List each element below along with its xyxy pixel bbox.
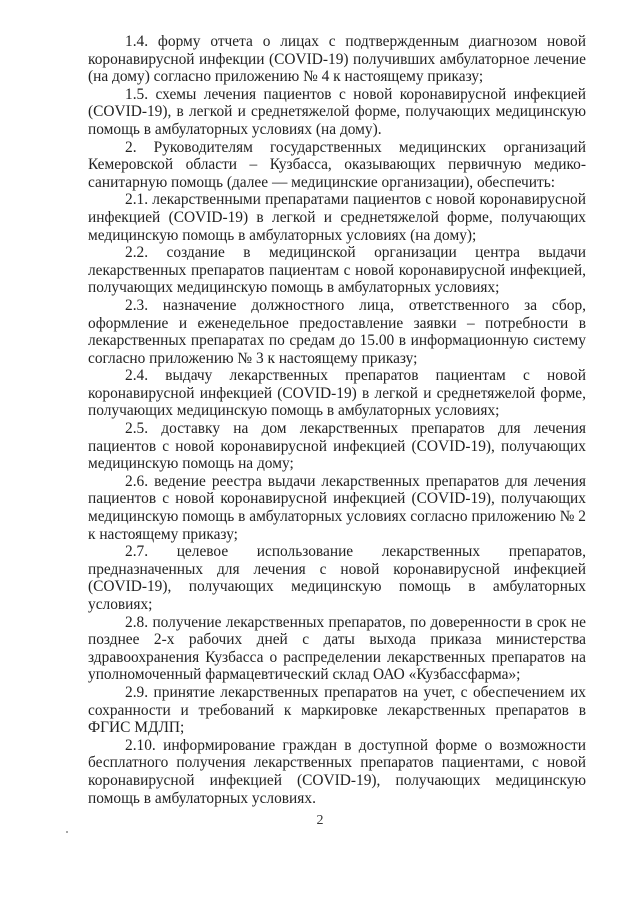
paragraph-2-1: 2.1. лекарственными препаратами пациентов с новой коронавирусной инфекцией (COVID-19) в легкой и среднетяжелой форме, получающих медицинскую помощь в амбулаторных условиях (на дому);: [88, 191, 586, 244]
paragraph-2: 2. Руководителям государственных медицинских организаций Кемеровской области – Кузбасса, оказывающих первичную медико-санитарную помощь (далее — медицинские организации), обеспечить:: [88, 138, 586, 191]
paragraph-2-6: 2.6. ведение реестра выдачи лекарственных препаратов для лечения пациентов с новой коронавирусной инфекцией (COVID-19), получающих медицинскую помощь в амбулаторных условиях согласно приложению № 2 к настоящему приказу;: [88, 472, 586, 543]
page-number: 2: [316, 813, 324, 828]
paragraph-2-8: 2.8. получение лекарственных препаратов, по доверенности в срок не позднее 2-х рабочих дней с даты выхода приказа министерства здравоохранения Кузбасса о распределении лекарственных препаратов на уполномоченный фармацевтический склад ОАО «Кузбассфарма»;: [88, 613, 586, 684]
paragraph-2-5: 2.5. доставку на дом лекарственных препаратов для лечения пациентов с новой коронавирусной инфекцией (COVID-19), получающих медицинскую помощь на дому;: [88, 420, 586, 473]
paragraph-2-2: 2.2. создание в медицинской организации центра выдачи лекарственных препаратов пациентам с новой коронавирусной инфекцией, получающих медицинскую помощь в амбулаторных условиях;: [88, 244, 586, 297]
paragraph-1-5: 1.5. схемы лечения пациентов с новой коронавирусной инфекцией (COVID-19), в легкой и среднетяжелой форме, получающих медицинскую помощь в амбулаторных условиях (на дому).: [88, 85, 586, 138]
paragraph-2-7: 2.7. целевое использование лекарственных препаратов, предназначенных для лечения с новой коронавирусной инфекцией (COVID-19), получающих медицинскую помощь в амбулаторных условиях;: [88, 543, 586, 613]
paragraph-2-10: 2.10. информирование граждан в доступной форме о возможности бесплатного получения лекарственных препаратов пациентами, с новой коронавирусной инфекцией (COVID-19), получающих медицинскую помощь в амбулаторных условиях.: [88, 736, 586, 807]
paragraph-1-4: 1.4. форму отчета о лицах с подтвержденным диагнозом новой коронавирусной инфекции (COVID-19) получивших амбулаторное лечение (на дому) согласно приложению № 4 к настоящему приказу;: [88, 33, 586, 86]
document-body: [88, 33, 586, 807]
paragraph-2-4: 2.4. выдачу лекарственных препаратов пациентам с новой коронавирусной инфекцией (COVID-19) в легкой и среднетяжелой форме, получающих медицинскую помощь в амбулаторных условиях;: [88, 367, 586, 420]
scan-speck: [66, 831, 68, 833]
paragraph-2-9: 2.9. принятие лекарственных препаратов на учет, с обеспечением их сохранности и требований к маркировке лекарственных препаратов в ФГИС МДЛП;: [88, 683, 586, 737]
paragraph-2-3: 2.3. назначение должностного лица, ответственного за сбор, оформление и еженедельное предоставление заявки – потребности в лекарственных препаратах по средам до 15.00 в информационную систему согласно приложению № 3 к настоящему приказу;: [88, 296, 586, 367]
